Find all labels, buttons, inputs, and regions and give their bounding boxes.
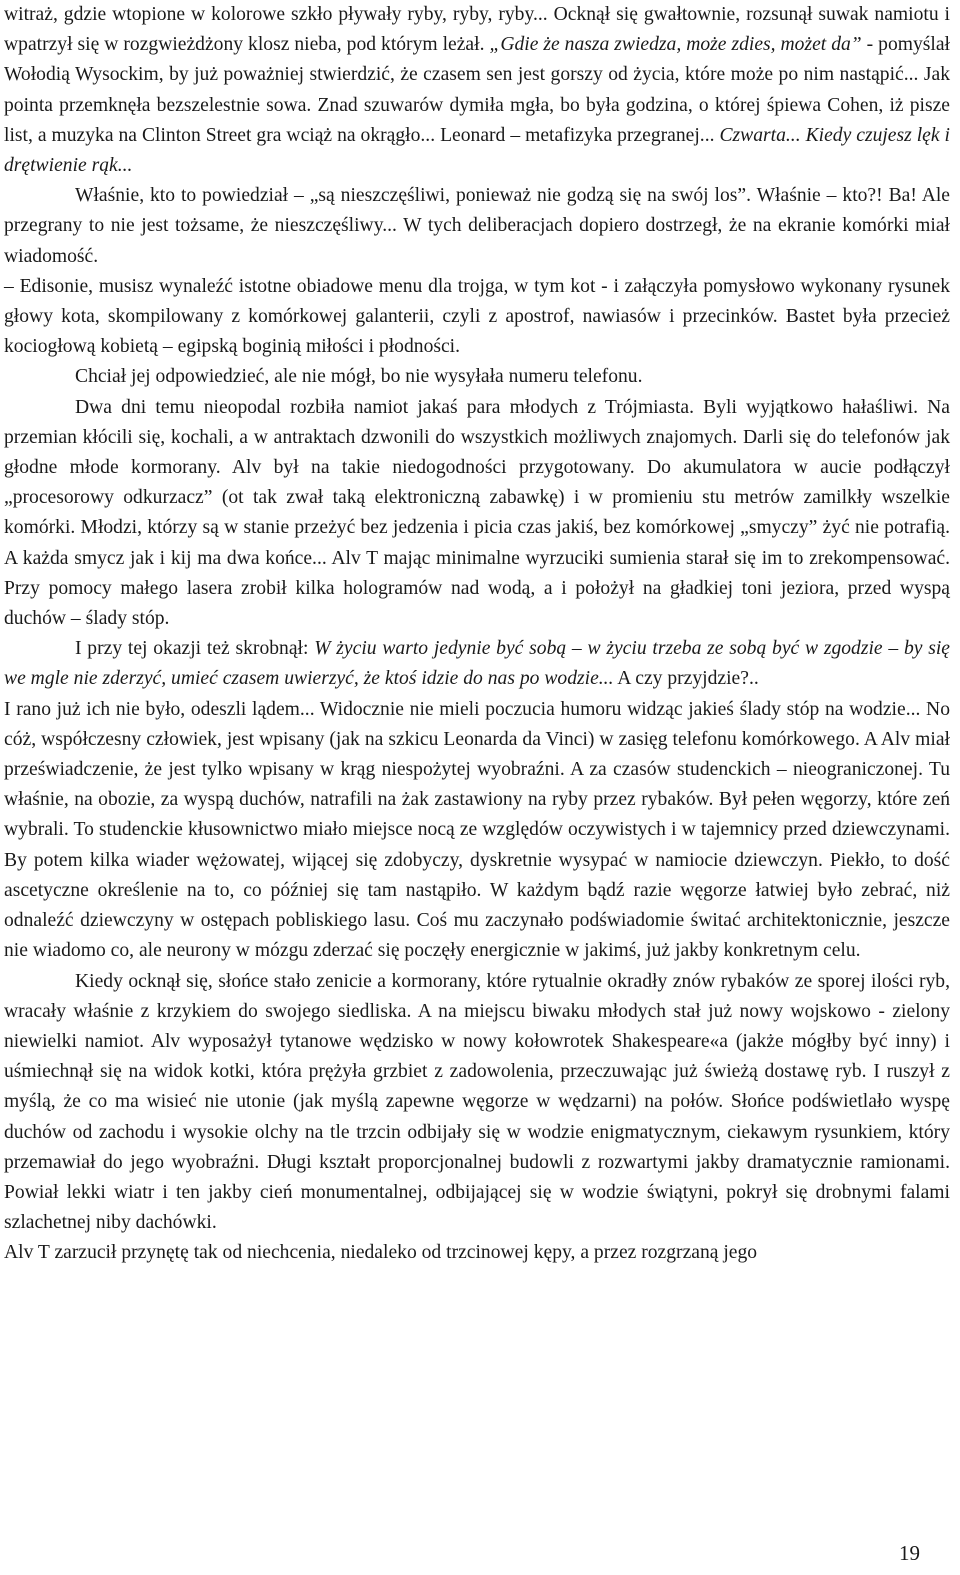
text-segment: I przy tej okazji też skrobnął:	[75, 638, 315, 660]
text-segment: A czy przyjdzie?..	[613, 668, 759, 690]
page-number: 19	[899, 1541, 920, 1565]
page-body	[4, 0, 950, 1269]
text-segment: Alv T zarzucił przynętę tak od niechcenia, niedaleko od trzcinowej kępy, a przez rozgrzaną jego	[4, 1242, 758, 1264]
paragraph	[4, 0, 950, 181]
text-segment: Dwa dni temu nieopodal rozbiła namiot jakaś para młodych z Trójmiasta. Byli wyjątkowo hałaśliwi. Na przemian kłócili się, kochali, a w antraktach dzwonili do wszystkich możliwych znajomych. Darli się do telefonów jak głodne młode kormorany. Alv był na takie niedogodności przygotowany. Do akumulatora w aucie podłączył „procesorowy odkurzacz” (ot tak zwał taką elektroniczną zabawkę) i w promieniu stu metrów zamilkły wszelkie komórki. Młodzi, którzy są w stanie przeżyć bez jedzenia i picia czas jakiś, bez komórkowej „smyczy” żyć nie potrafią. A każda smycz jak i kij ma dwa końce... Alv T mając minimalne wyrzuciki sumienia starał się im to zrekompensować. Przy pomocy małego lasera zrobił kilka hologramów nad wodą, a i położył na gładkiej toni jeziora, przed wyspą duchów – ślady stóp.	[4, 396, 950, 630]
paragraph	[4, 634, 950, 694]
paragraph	[4, 362, 950, 392]
text-segment: Kiedy ocknął się, słońce stało zenicie a kormorany, które rytualnie okradły znów rybaków ze sporej ilości ryb, wracały właśnie z krzykiem do swojego siedliska. A na miejscu biwaku młodych stał już nowy wojskowo - zielony niewielki namiot. Alv wyposażył tytanowe wędzisko w nowy kołowrotek Shakespeare«a (jakże mógłby być inny) i uśmiechnął się na widok kotki, która prężyła grzbiet z zadowolenia, przeczuwając już świeżą dostawę ryb. I ruszył z myślą, że co ma wisieć nie utonie (jak myślą zapewne węgorze w wędzarni) na połów. Słońce podświetlało wyspę duchów od zachodu i wysokie olchy na tle trzcin odbijały się w wodzie enigmatycznym, ciekawym rysunkiem, który przemawiał do jego wyobraźni. Długi kształt proporcjonalnej budowli z rozwartymi jakby dramatycznie ramionami. Powiał lekki wiatr i ten jakby cień monumentalnej, odbijającej się w wodzie świątyni, pokrył się drobnymi falami szlachetnej niby dachówki.	[4, 970, 950, 1234]
paragraph	[4, 1238, 950, 1268]
italic-text: Czwarta... Kiedy czujesz lęk i drętwienie rąk...	[4, 124, 950, 177]
text-segment: – Edisonie, musisz wynaleźć istotne obiadowe menu dla trojga, w tym kot - i załączyła pomysłowo wykonany rysunek głowy kota, skompilowany z komórkowej galanterii, czyli z apostrof, nawiasów i przecinków. Bastet była przecież kociogłową kobietą – egipską boginią miłości i płodności.	[4, 275, 950, 358]
text-segment: - pomyślał Wołodią Wysockim, by już poważniej stwierdzić, że czasem sen jest gorszy od życia, które może po nim nastąpić... Jak pointa przemknęła bezszelestnie sowa. Znad szuwarów dymiła mgła, bo była godzina, o której śpiewa Cohen, iż pisze list, a muzyka na Clinton Street gra wciąż na okrągło... Leonard – metafizyka przegranej...	[4, 34, 950, 146]
text-segment: I rano już ich nie było, odeszli lądem... Widocznie nie mieli poczucia humoru widząc jakieś ślady stóp na wodzie... No cóż, współczesny człowiek, jest wpisany (jak na szkicu Leonarda da Vinci) w zasięg telefonu komórkowego. A Alv miał przeświadczenie, że jest tylko wpisany w krąg niespożytej wyobraźni. A za czasów studenckich – nieograniczonej. Tu właśnie, na obozie, za wyspą duchów, natrafili na żak zastawiony na ryby przez rybaków. Był pełen węgorzy, które zeń wybrali. To studenckie kłusownictwo miało miejsce nocą ze względów oczywistych i w tajemnicy przed dziewczynami. By potem kilka wiader wężowatej, wijącej się zdobyczy, dyskretnie wysypać w namiocie dziewczyn. Piekło, to dość ascetyczne określenie na to, co później się tam nastąpiło. W każdym bądź razie węgorze łatwiej było zebrać, niż odnaleźć dziewczyny w ostępach pobliskiego lasu. Coś mu zaczynało podświadomie świtać architektonicznie, jeszcze nie wiadomo co, ale neurony w mózgu zderzać się poczęły energicznie w jakimś, już jakby konkretnym celu.	[4, 698, 950, 962]
paragraph	[4, 272, 950, 363]
text-segment: Chciał jej odpowiedzieć, ale nie mógł, bo nie wysyłała numeru telefonu.	[75, 366, 643, 388]
paragraph	[4, 695, 950, 967]
italic-text: „Gdie że nasza zwiedza, może zdies, możet da”	[489, 34, 862, 56]
paragraph	[4, 181, 950, 272]
text-segment: witraż, gdzie wtopione w kolorowe szkło pływały ryby, ryby, ryby... Ocknął się gwałtownie, rozsunął suwak namiotu i wpatrzył się w rozgwieżdżony klosz nieba, pod którym leżał.	[4, 4, 950, 56]
paragraph	[4, 393, 950, 635]
paragraph	[4, 967, 950, 1239]
italic-text: W życiu warto jedynie być sobą – w życiu trzeba ze sobą być w zgodzie – by się we mgle nie zderzyć, umieć czasem uwierzyć, że ktoś idzie do nas po wodzie...	[4, 638, 950, 690]
text-segment: Właśnie, kto to powiedział – „są nieszczęśliwi, ponieważ nie godzą się na swój los”. Właśnie – kto?! Ba! Ale przegrany to nie jest tożsame, że nieszczęśliwy... W tych deliberacjach dopiero dostrzegł, że na ekranie komórki miał wiadomość.	[4, 185, 950, 267]
